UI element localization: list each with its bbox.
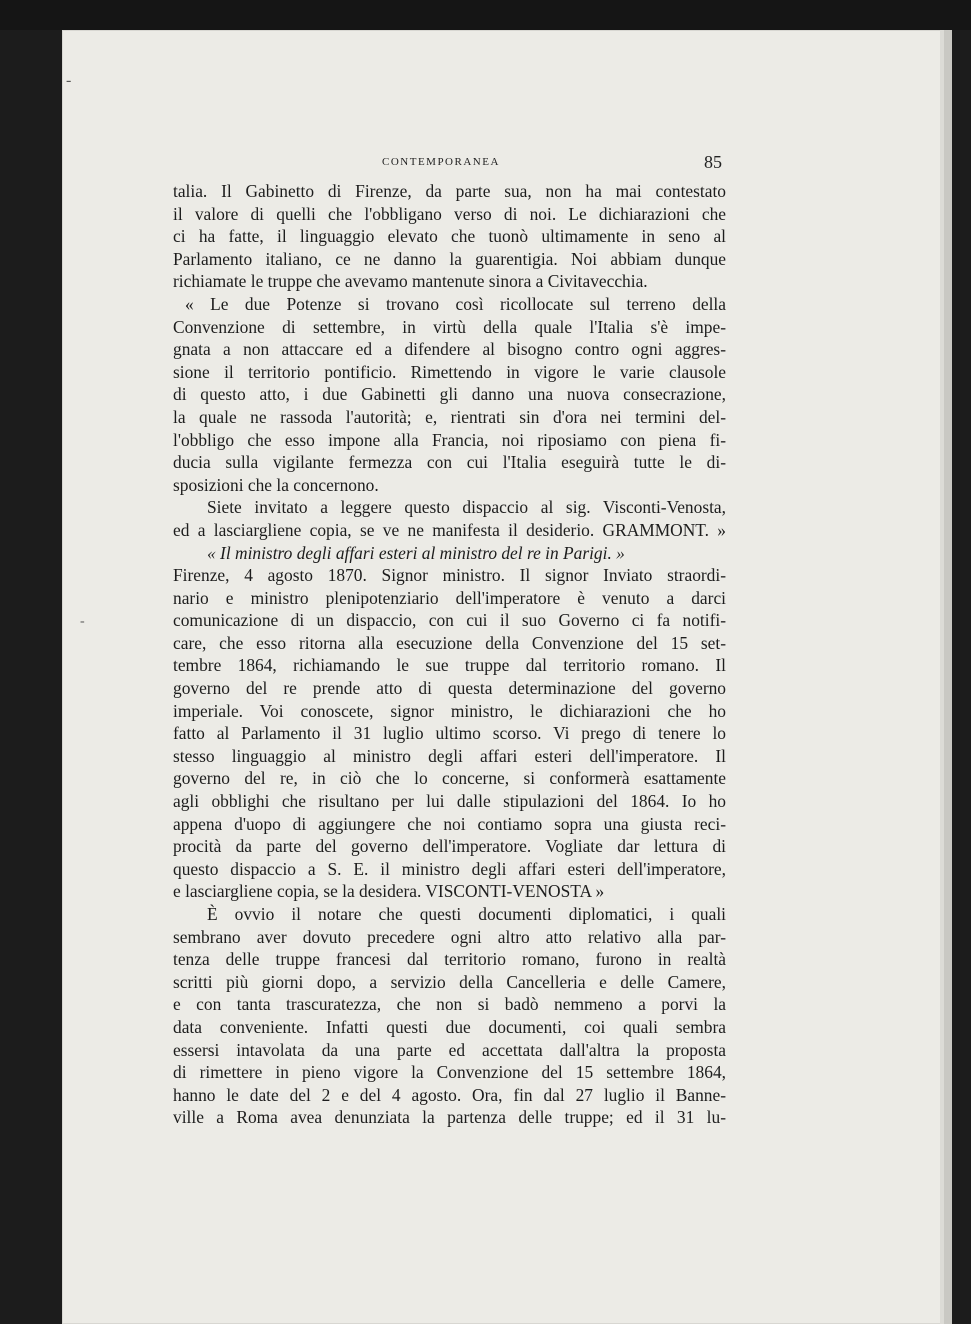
text-line: stesso linguaggio al ministro degli affari esteri dell'imperatore. Il <box>173 745 726 766</box>
text-line: e con tanta trascuratezza, che non si badò nemmeno a porvi la <box>173 994 726 1015</box>
text-line: tembre 1864, richiamando le sue truppe dal territorio romano. Il <box>173 655 726 676</box>
running-head: CONTEMPORANEA <box>382 156 500 168</box>
text-line: questo dispaccio a S. E. il ministro degli affari esteri dell'imperatore, <box>173 858 726 879</box>
text-line: Siete invitato a leggere questo dispaccio al sig. Visconti-Venosta, <box>207 497 726 518</box>
text-line: scritti più giorni dopo, a servizio della Cancelleria e delle Camere, <box>173 971 726 992</box>
text-line: imperiale. Voi conoscete, signor ministro, le dichiarazioni che ho <box>173 700 726 721</box>
text-line: governo del re, in ciò che lo concerne, si conformerà esattamente <box>173 768 726 789</box>
text-line: richiamate le truppe che avevamo mantenute sinora a Civitavecchia. <box>173 271 648 292</box>
page-number: 85 <box>704 152 722 172</box>
text-line: appena d'uopo di aggiungere che noi contiamo sopra una giusta reci- <box>173 813 726 834</box>
text-line: fatto al Parlamento il 31 luglio ultimo scorso. Vi prego di tenere lo <box>173 723 726 744</box>
text-line: di rimettere in pieno vigore la Convenzione del 15 settembre 1864, <box>173 1062 726 1083</box>
body-text <box>173 180 726 1129</box>
text-line: ducia sulla vigilante fermezza con cui l'Italia eseguirà tutte le di- <box>173 452 726 473</box>
text-line: data conveniente. Infatti questi due documenti, coi quali sembra <box>173 1016 726 1037</box>
text-line: talia. Il Gabinetto di Firenze, da parte sua, non ha mai contestato <box>173 181 726 201</box>
text-line: Parlamento italiano, ce ne danno la guarentigia. Noi abbiam dunque <box>173 248 726 269</box>
text-line: e lasciargliene copia, se la desidera. VISCONTI-VENOSTA » <box>173 881 605 902</box>
text-line: governo del re prende atto di questa determinazione del governo <box>173 678 726 699</box>
text-line: l'obbligo che esso impone alla Francia, noi riposiamo con piena fi- <box>173 429 726 450</box>
text-line: ed a lasciargliene copia, se ve ne manifesta il desiderio. GRAMMONT. » <box>173 519 726 540</box>
text-line: sposizioni che la concernono. <box>173 474 379 495</box>
margin-speck: ‐ <box>80 614 85 629</box>
page-edge <box>944 30 952 1324</box>
text-line: sembrano aver dovuto precedere ogni altro atto relativo alla par- <box>173 926 726 947</box>
scan-top-band <box>0 0 971 30</box>
text-line: essersi intavolata da una parte ed accettata dall'altra la proposta <box>173 1039 726 1060</box>
text-line: care, che esso ritorna alla esecuzione della Convenzione del 15 set- <box>173 632 726 653</box>
text-line: procità da parte del governo dell'imperatore. Vogliate dar lettura di <box>173 836 726 857</box>
text-line: tenza delle truppe francesi dal territorio romano, furono in realtà <box>173 949 726 970</box>
text-line: il valore di quelli che l'obbligano verso di noi. Le dichiarazioni che <box>173 203 726 224</box>
text-line: ville a Roma avea denunziata la partenza delle truppe; ed il 31 lu- <box>173 1107 726 1128</box>
text-line: comunicazione di un dispaccio, con cui il suo Governo ci fa notifi- <box>173 610 726 631</box>
margin-speck: ‐ <box>66 72 72 89</box>
text-line: È ovvio il notare che questi documenti diplomatici, i quali <box>207 904 726 924</box>
text-line: agli obblighi che risultano per lui dalle stipulazioni del 1864. Io ho <box>173 791 726 812</box>
text-line: hanno le date del 2 e del 4 agosto. Ora, fin dal 27 luglio il Banne- <box>173 1084 726 1105</box>
text-line: Firenze, 4 agosto 1870. Signor ministro. Il signor Inviato straordi- <box>173 565 726 586</box>
text-line: la quale ne rassoda l'autorità; e, rientrati sin d'ora nei termini del- <box>173 406 726 427</box>
text-line: « Le due Potenze si trovano così ricollocate sul terreno della <box>185 293 726 314</box>
text-line: di questo atto, i due Gabinetti gli danno una nuova consecrazione, <box>173 384 726 405</box>
text-line: ci ha fatte, il linguaggio elevato che tuonò ultimamente in seno al <box>173 226 726 247</box>
text-line: sione il territorio pontificio. Rimettendo in vigore le varie clausole <box>173 361 726 382</box>
text-line: Convenzione di settembre, in virtù della quale l'Italia s'è impe- <box>173 316 726 337</box>
text-line: « Il ministro degli affari esteri al ministro del re in Parigi. » <box>207 542 625 563</box>
text-line: gnata a non attaccare ed a difendere al bisogno contro ogni aggres- <box>173 339 726 360</box>
text-line: nario e ministro plenipotenziario dell'imperatore è venuto a darci <box>173 587 726 608</box>
